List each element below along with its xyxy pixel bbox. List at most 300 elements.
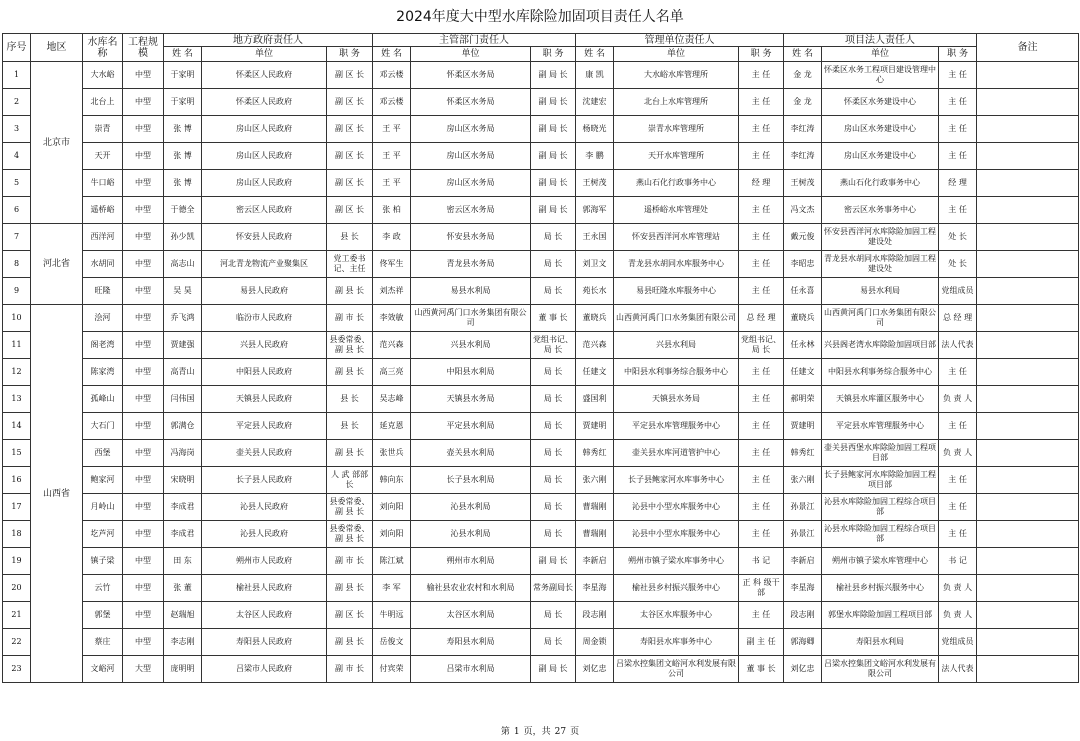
cell-gov-name: 张 博 [164, 170, 202, 197]
cell-seq: 3 [3, 116, 31, 143]
cell-remark [977, 629, 1079, 656]
cell-legal-unit: 朔州市镇子梁水库管理中心 [822, 548, 939, 575]
cell-gov-name: 张 博 [164, 143, 202, 170]
cell-gov-position: 副 区 长 [327, 62, 373, 89]
table-row [3, 467, 1079, 494]
cell-dept-unit: 密云区水务局 [411, 197, 531, 224]
cell-mgmt-unit: 平定县水库管理服务中心 [614, 413, 739, 440]
cell-mgmt-position: 主 任 [739, 386, 784, 413]
cell-legal-unit: 长子县鲍家河水库除险加固工程项目部 [822, 467, 939, 494]
cell-gov-unit: 怀安县人民政府 [202, 224, 327, 251]
cell-gov-name: 张 董 [164, 575, 202, 602]
cell-gov-unit: 房山区人民政府 [202, 116, 327, 143]
cell-gov-unit: 临汾市人民政府 [202, 305, 327, 332]
cell-gov-position: 副 市 长 [327, 656, 373, 683]
cell-legal-position: 主 任 [939, 413, 977, 440]
table-row [3, 521, 1079, 548]
cell-scale: 中型 [123, 170, 164, 197]
cell-reservoir: 大水峪 [83, 62, 123, 89]
cell-legal-position: 负 责 人 [939, 440, 977, 467]
cell-dept-name: 李效敏 [373, 305, 411, 332]
cell-reservoir: 北台上 [83, 89, 123, 116]
cell-mgmt-position: 主 任 [739, 359, 784, 386]
cell-reservoir: 浍河 [83, 305, 123, 332]
cell-gov-position: 副 区 长 [327, 197, 373, 224]
cell-scale: 中型 [123, 332, 164, 359]
cell-scale: 中型 [123, 575, 164, 602]
cell-mgmt-name: 贾建明 [576, 413, 614, 440]
cell-mgmt-name: 董晓兵 [576, 305, 614, 332]
cell-gov-position: 人 武 部部 长 [327, 467, 373, 494]
cell-mgmt-unit: 中阳县水利事务综合服务中心 [614, 359, 739, 386]
cell-seq: 4 [3, 143, 31, 170]
cell-reservoir: 陈家湾 [83, 359, 123, 386]
cell-gov-position: 县 长 [327, 413, 373, 440]
cell-dept-position: 副 局 长 [531, 62, 576, 89]
cell-dept-name: 吴志峰 [373, 386, 411, 413]
cell-reservoir: 遥桥峪 [83, 197, 123, 224]
cell-scale: 中型 [123, 602, 164, 629]
cell-dept-name: 邓云楼 [373, 62, 411, 89]
cell-dept-name: 刘向阳 [373, 521, 411, 548]
cell-dept-position: 局 长 [531, 251, 576, 278]
cell-gov-unit: 兴县人民政府 [202, 332, 327, 359]
cell-gov-name: 赵瑞旭 [164, 602, 202, 629]
cell-gov-position: 县委常委、副 县 长 [327, 494, 373, 521]
cell-mgmt-unit: 燕山石化行政事务中心 [614, 170, 739, 197]
cell-mgmt-unit: 易县旺隆水库服务中心 [614, 278, 739, 305]
cell-dept-position: 党组书记、局 长 [531, 332, 576, 359]
cell-mgmt-unit: 天开水库管理所 [614, 143, 739, 170]
cell-legal-name: 李星海 [784, 575, 822, 602]
cell-gov-unit: 易县人民政府 [202, 278, 327, 305]
subheader-position: 职 务 [939, 47, 977, 62]
subheader-unit: 单位 [822, 47, 939, 62]
cell-gov-position: 副 县 长 [327, 575, 373, 602]
cell-dept-unit: 山西黄河禹门口水务集团有限公司 [411, 305, 531, 332]
cell-reservoir: 崇青 [83, 116, 123, 143]
cell-mgmt-position: 主 任 [739, 278, 784, 305]
cell-legal-position: 书 记 [939, 548, 977, 575]
cell-seq: 23 [3, 656, 31, 683]
cell-legal-name: 李红涛 [784, 116, 822, 143]
cell-gov-unit: 吕梁市人民政府 [202, 656, 327, 683]
cell-remark [977, 521, 1079, 548]
cell-reservoir: 鲍家河 [83, 467, 123, 494]
cell-legal-unit: 平定县水库管理服务中心 [822, 413, 939, 440]
cell-scale: 中型 [123, 386, 164, 413]
cell-scale: 中型 [123, 467, 164, 494]
cell-dept-unit: 怀安县水务局 [411, 224, 531, 251]
cell-dept-unit: 朔州市水利局 [411, 548, 531, 575]
cell-legal-position: 负 责 人 [939, 602, 977, 629]
cell-legal-position: 法人代表 [939, 332, 977, 359]
cell-dept-position: 副 局 长 [531, 89, 576, 116]
table-row [3, 170, 1079, 197]
cell-gov-position: 副 县 长 [327, 440, 373, 467]
cell-dept-unit: 榆社县农业农村和水利局 [411, 575, 531, 602]
cell-legal-unit: 房山区水务建设中心 [822, 143, 939, 170]
table-row [3, 656, 1079, 683]
cell-gov-unit: 怀柔区人民政府 [202, 89, 327, 116]
cell-legal-position: 党组成员 [939, 629, 977, 656]
cell-mgmt-name: 李新启 [576, 548, 614, 575]
cell-mgmt-name: 张六刚 [576, 467, 614, 494]
table-row [3, 629, 1079, 656]
cell-remark [977, 656, 1079, 683]
cell-legal-name: 孙景江 [784, 521, 822, 548]
cell-legal-position: 负 责 人 [939, 575, 977, 602]
cell-mgmt-unit: 青龙县水胡同水库服务中心 [614, 251, 739, 278]
header-gov-group: 地方政府责任人 [164, 34, 373, 47]
cell-gov-name: 冯海岗 [164, 440, 202, 467]
cell-seq: 8 [3, 251, 31, 278]
cell-mgmt-unit: 寿阳县水库事务中心 [614, 629, 739, 656]
cell-dept-unit: 寿阳县水利局 [411, 629, 531, 656]
cell-legal-name: 冯文杰 [784, 197, 822, 224]
cell-gov-position: 县委常委、副 县 长 [327, 521, 373, 548]
cell-legal-unit: 中阳县水利事务综合服务中心 [822, 359, 939, 386]
cell-mgmt-position: 主 任 [739, 116, 784, 143]
cell-dept-unit: 天镇县水务局 [411, 386, 531, 413]
cell-remark [977, 413, 1079, 440]
header-dept-group: 主管部门责任人 [373, 34, 576, 47]
cell-legal-unit: 寿阳县水利局 [822, 629, 939, 656]
cell-legal-name: 董晓兵 [784, 305, 822, 332]
cell-scale: 中型 [123, 197, 164, 224]
cell-remark [977, 278, 1079, 305]
cell-scale: 中型 [123, 440, 164, 467]
cell-mgmt-name: 韩秀红 [576, 440, 614, 467]
cell-gov-position: 县 长 [327, 386, 373, 413]
cell-gov-name: 李志刚 [164, 629, 202, 656]
cell-legal-name: 李昭忠 [784, 251, 822, 278]
cell-gov-name: 于家明 [164, 89, 202, 116]
cell-dept-name: 张 柏 [373, 197, 411, 224]
cell-mgmt-position: 主 任 [739, 467, 784, 494]
table-row [3, 575, 1079, 602]
cell-mgmt-position: 副 主 任 [739, 629, 784, 656]
cell-reservoir: 大石门 [83, 413, 123, 440]
cell-legal-unit: 沁县水库除险加固工程综合项目部 [822, 521, 939, 548]
cell-mgmt-unit: 大水峪水库管理所 [614, 62, 739, 89]
cell-mgmt-unit: 沁县中小型水库服务中心 [614, 494, 739, 521]
cell-mgmt-unit: 太谷区水库服务中心 [614, 602, 739, 629]
cell-gov-position: 县 长 [327, 224, 373, 251]
cell-gov-unit: 长子县人民政府 [202, 467, 327, 494]
cell-remark [977, 386, 1079, 413]
cell-gov-name: 张 博 [164, 116, 202, 143]
cell-dept-unit: 易县水利局 [411, 278, 531, 305]
header-seq: 序号 [3, 34, 31, 62]
responsibility-table [2, 33, 1079, 683]
cell-mgmt-position: 主 任 [739, 440, 784, 467]
cell-legal-unit: 燕山石化行政事务中心 [822, 170, 939, 197]
table-row [3, 602, 1079, 629]
cell-legal-position: 党组成员 [939, 278, 977, 305]
cell-seq: 5 [3, 170, 31, 197]
cell-dept-unit: 房山区水务局 [411, 116, 531, 143]
cell-gov-name: 高青山 [164, 359, 202, 386]
cell-reservoir: 天开 [83, 143, 123, 170]
cell-dept-position: 局 长 [531, 278, 576, 305]
cell-dept-position: 副 局 长 [531, 170, 576, 197]
cell-dept-position: 副 局 长 [531, 143, 576, 170]
cell-mgmt-unit: 山西黄河禹门口水务集团有限公司 [614, 305, 739, 332]
cell-seq: 16 [3, 467, 31, 494]
cell-dept-name: 高三亮 [373, 359, 411, 386]
cell-mgmt-name: 郭海军 [576, 197, 614, 224]
cell-legal-position: 主 任 [939, 143, 977, 170]
cell-legal-name: 任建文 [784, 359, 822, 386]
cell-gov-unit: 榆社县人民政府 [202, 575, 327, 602]
cell-dept-name: 王 平 [373, 143, 411, 170]
cell-mgmt-position: 党组书记、局 长 [739, 332, 784, 359]
cell-reservoir: 圪芦河 [83, 521, 123, 548]
header-legal-group: 项目法人责任人 [784, 34, 977, 47]
cell-seq: 7 [3, 224, 31, 251]
table-row [3, 197, 1079, 224]
cell-scale: 中型 [123, 305, 164, 332]
page-footer [0, 727, 1080, 738]
table-row [3, 359, 1079, 386]
cell-dept-position: 局 长 [531, 602, 576, 629]
cell-gov-unit: 朔州市人民政府 [202, 548, 327, 575]
cell-mgmt-name: 周金锁 [576, 629, 614, 656]
header-mgmt-group: 管理单位责任人 [576, 34, 784, 47]
cell-gov-name: 李成君 [164, 521, 202, 548]
cell-seq: 20 [3, 575, 31, 602]
subheader-name: 姓 名 [373, 47, 411, 62]
cell-mgmt-unit: 吕梁水控集团文峪河水利发展有限公司 [614, 656, 739, 683]
cell-mgmt-name: 沈建宏 [576, 89, 614, 116]
cell-dept-name: 王 平 [373, 116, 411, 143]
cell-seq: 2 [3, 89, 31, 116]
cell-dept-position: 副 局 长 [531, 116, 576, 143]
cell-mgmt-name: 曹瑞刚 [576, 494, 614, 521]
cell-mgmt-unit: 榆社县乡村振兴服务中心 [614, 575, 739, 602]
header-region: 地区 [31, 34, 83, 62]
cell-mgmt-unit: 沁县中小型水库服务中心 [614, 521, 739, 548]
cell-gov-name: 高志山 [164, 251, 202, 278]
cell-seq: 21 [3, 602, 31, 629]
cell-gov-name: 田 东 [164, 548, 202, 575]
cell-mgmt-name: 王永国 [576, 224, 614, 251]
cell-remark [977, 575, 1079, 602]
cell-mgmt-name: 盛国利 [576, 386, 614, 413]
cell-mgmt-position: 正 科 级干 部 [739, 575, 784, 602]
cell-gov-name: 李成君 [164, 494, 202, 521]
cell-dept-unit: 怀柔区水务局 [411, 62, 531, 89]
subheader-position: 职 务 [531, 47, 576, 62]
cell-scale: 中型 [123, 548, 164, 575]
cell-seq: 1 [3, 62, 31, 89]
header-scale: 工程规模 [123, 34, 164, 62]
cell-dept-unit: 吕梁市水利局 [411, 656, 531, 683]
header-reservoir: 水库名称 [83, 34, 123, 62]
cell-seq: 14 [3, 413, 31, 440]
cell-gov-unit: 天镇县人民政府 [202, 386, 327, 413]
cell-mgmt-position: 经 理 [739, 170, 784, 197]
cell-legal-unit: 怀安县西洋河水库除险加固工程建设处 [822, 224, 939, 251]
table-row [3, 251, 1079, 278]
cell-scale: 中型 [123, 359, 164, 386]
cell-scale: 中型 [123, 413, 164, 440]
cell-legal-unit: 天镇县水库灌区服务中心 [822, 386, 939, 413]
cell-legal-unit: 榆社县乡村振兴服务中心 [822, 575, 939, 602]
cell-dept-position: 常务副局长 [531, 575, 576, 602]
cell-reservoir: 文峪河 [83, 656, 123, 683]
cell-legal-position: 处 长 [939, 224, 977, 251]
table-row [3, 413, 1079, 440]
cell-reservoir: 孤峰山 [83, 386, 123, 413]
cell-scale: 大型 [123, 656, 164, 683]
subheader-unit: 单位 [614, 47, 739, 62]
cell-dept-name: 李 军 [373, 575, 411, 602]
cell-dept-name: 延克恩 [373, 413, 411, 440]
cell-legal-name: 任永喜 [784, 278, 822, 305]
cell-gov-position: 副 市 长 [327, 548, 373, 575]
cell-mgmt-name: 李星海 [576, 575, 614, 602]
cell-reservoir: 牛口峪 [83, 170, 123, 197]
cell-legal-name: 段志刚 [784, 602, 822, 629]
cell-legal-name: 王树茂 [784, 170, 822, 197]
cell-remark [977, 224, 1079, 251]
cell-gov-position: 副 区 长 [327, 116, 373, 143]
cell-mgmt-position: 主 任 [739, 143, 784, 170]
cell-legal-unit: 郭堡水库除险加固工程项目部 [822, 602, 939, 629]
cell-mgmt-position: 主 任 [739, 521, 784, 548]
footer-page-number: 1 [513, 727, 520, 737]
cell-gov-name: 宋晓明 [164, 467, 202, 494]
cell-gov-unit: 中阳县人民政府 [202, 359, 327, 386]
cell-remark [977, 494, 1079, 521]
cell-legal-position: 主 任 [939, 467, 977, 494]
cell-seq: 10 [3, 305, 31, 332]
table-row [3, 278, 1079, 305]
cell-dept-position: 副 局 长 [531, 656, 576, 683]
cell-scale: 中型 [123, 251, 164, 278]
cell-scale: 中型 [123, 224, 164, 251]
cell-mgmt-position: 董 事 长 [739, 656, 784, 683]
cell-legal-name: 金 龙 [784, 89, 822, 116]
cell-mgmt-name: 段志刚 [576, 602, 614, 629]
cell-dept-unit: 太谷区水利局 [411, 602, 531, 629]
cell-scale: 中型 [123, 521, 164, 548]
footer-total-pages: 27 [554, 727, 567, 737]
cell-dept-name: 范兴森 [373, 332, 411, 359]
cell-gov-name: 郭满仓 [164, 413, 202, 440]
cell-seq: 18 [3, 521, 31, 548]
cell-gov-name: 孙少凯 [164, 224, 202, 251]
cell-legal-unit: 房山区水务建设中心 [822, 116, 939, 143]
cell-gov-name: 庞明明 [164, 656, 202, 683]
cell-gov-name: 吴 昊 [164, 278, 202, 305]
cell-legal-position: 法人代表 [939, 656, 977, 683]
cell-remark [977, 170, 1079, 197]
cell-gov-position: 副 县 长 [327, 629, 373, 656]
cell-gov-position: 副 县 长 [327, 359, 373, 386]
cell-gov-name: 于家明 [164, 62, 202, 89]
cell-mgmt-name: 刘亿忠 [576, 656, 614, 683]
cell-gov-unit: 房山区人民政府 [202, 143, 327, 170]
cell-dept-position: 局 长 [531, 386, 576, 413]
cell-mgmt-name: 范兴森 [576, 332, 614, 359]
cell-reservoir: 旺隆 [83, 278, 123, 305]
cell-legal-unit: 怀柔区水务建设中心 [822, 89, 939, 116]
cell-gov-unit: 密云区人民政府 [202, 197, 327, 224]
cell-reservoir: 郭堡 [83, 602, 123, 629]
cell-gov-unit: 河北青龙物流产业聚集区 [202, 251, 327, 278]
cell-scale: 中型 [123, 62, 164, 89]
cell-mgmt-position: 主 任 [739, 602, 784, 629]
cell-legal-name: 郝明荣 [784, 386, 822, 413]
footer-mid: 页，共 [523, 727, 551, 737]
cell-dept-unit: 房山区水务局 [411, 143, 531, 170]
cell-mgmt-position: 主 任 [739, 62, 784, 89]
cell-mgmt-name: 任建文 [576, 359, 614, 386]
cell-dept-name: 李 政 [373, 224, 411, 251]
cell-seq: 13 [3, 386, 31, 413]
table-row [3, 89, 1079, 116]
cell-legal-position: 负 责 人 [939, 386, 977, 413]
cell-gov-name: 于德全 [164, 197, 202, 224]
cell-mgmt-unit: 长子县鲍家河水库事务中心 [614, 467, 739, 494]
cell-seq: 11 [3, 332, 31, 359]
cell-dept-unit: 平定县水利局 [411, 413, 531, 440]
cell-gov-position: 副 区 长 [327, 602, 373, 629]
cell-legal-position: 主 任 [939, 116, 977, 143]
cell-dept-position: 局 长 [531, 413, 576, 440]
cell-gov-position: 副 区 长 [327, 89, 373, 116]
cell-seq: 17 [3, 494, 31, 521]
cell-dept-position: 副 局 长 [531, 548, 576, 575]
table-row [3, 548, 1079, 575]
cell-mgmt-name: 李 鹏 [576, 143, 614, 170]
document-title: 2024年度大中型水库除险加固项目责任人名单 [396, 9, 684, 25]
cell-legal-position: 总 经 理 [939, 305, 977, 332]
cell-legal-position: 处 长 [939, 251, 977, 278]
cell-dept-position: 局 长 [531, 521, 576, 548]
cell-reservoir: 蔡庄 [83, 629, 123, 656]
cell-legal-unit: 密云区水务事务中心 [822, 197, 939, 224]
cell-legal-name: 孙景江 [784, 494, 822, 521]
cell-seq: 22 [3, 629, 31, 656]
cell-legal-unit: 吕梁水控集团文峪河水利发展有限公司 [822, 656, 939, 683]
cell-remark [977, 197, 1079, 224]
subheader-name: 姓 名 [784, 47, 822, 62]
table-row [3, 224, 1079, 251]
table-row [3, 116, 1079, 143]
table-row [3, 305, 1079, 332]
subheader-position: 职 务 [327, 47, 373, 62]
cell-region: 北京市 [31, 62, 83, 224]
cell-mgmt-unit: 天镇县水务局 [614, 386, 739, 413]
cell-remark [977, 305, 1079, 332]
cell-remark [977, 548, 1079, 575]
cell-remark [977, 440, 1079, 467]
cell-scale: 中型 [123, 116, 164, 143]
cell-gov-name: 乔飞鸿 [164, 305, 202, 332]
table-row [3, 386, 1079, 413]
cell-legal-position: 主 任 [939, 494, 977, 521]
cell-mgmt-unit: 壶关县水库河道管护中心 [614, 440, 739, 467]
cell-legal-position: 经 理 [939, 170, 977, 197]
cell-legal-unit: 怀柔区水务工程项目建设管理中心 [822, 62, 939, 89]
cell-mgmt-position: 总 经 理 [739, 305, 784, 332]
cell-mgmt-name: 曹瑞刚 [576, 521, 614, 548]
cell-scale: 中型 [123, 494, 164, 521]
